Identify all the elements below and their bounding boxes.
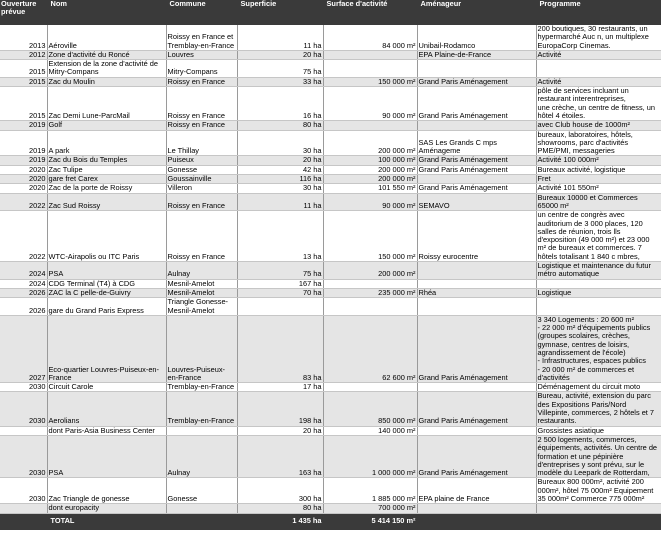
cell-program: Logistique xyxy=(536,288,661,297)
cell-year: 2024 xyxy=(0,279,47,288)
cell-area: 83 ha xyxy=(237,315,323,382)
cell-area: 33 ha xyxy=(237,77,323,86)
cell-activity xyxy=(323,383,417,392)
cell-activity: 84 000 m² xyxy=(323,25,417,51)
table-row xyxy=(0,60,661,78)
cell-name: Aéroville xyxy=(47,25,166,51)
cell-area: 17 ha xyxy=(237,383,323,392)
cell-name: Zac Demi Lune-ParcMail xyxy=(47,87,166,121)
cell-year: 2030 xyxy=(0,383,47,392)
table-row xyxy=(0,262,661,280)
cell-name: Zac Sud Roissy xyxy=(47,193,166,211)
cell-area: 30 ha xyxy=(237,130,323,156)
table-row xyxy=(0,298,661,316)
cell-developer: Grand Paris Aménagement xyxy=(417,165,536,174)
col-header-area[interactable]: Superficie xyxy=(237,0,323,25)
cell-commune: Villeron xyxy=(166,184,237,193)
table-row xyxy=(0,156,661,165)
cell-area xyxy=(237,298,323,316)
table-row xyxy=(0,426,661,435)
cell-commune: Mesnil-Amelot xyxy=(166,288,237,297)
cell-activity: 850 000 m² xyxy=(323,392,417,426)
cell-developer xyxy=(417,504,536,513)
cell-developer: Roissy eurocentre xyxy=(417,211,536,262)
cell-area: 11 ha xyxy=(237,25,323,51)
cell-developer: Rhéa xyxy=(417,288,536,297)
cell-program: Bureaux 10000 et Commerces 65000 m² xyxy=(536,193,661,211)
total-label: TOTAL xyxy=(47,513,166,529)
cell-program: Bureaux 800 000m², activité 200 000m², hôtel 75 000m² Equipement 35 000m² Commerce 775 000m² xyxy=(536,478,661,504)
cell-activity: 150 000 m² xyxy=(323,211,417,262)
cell-commune: Tremblay-en-France xyxy=(166,383,237,392)
cell-program xyxy=(536,298,661,316)
cell-developer: Grand Paris Aménagement xyxy=(417,392,536,426)
cell-year: 2022 xyxy=(0,193,47,211)
cell-year: 2030 xyxy=(0,435,47,477)
cell-commune: Louvres xyxy=(166,50,237,59)
cell-year: 2015 xyxy=(0,77,47,86)
cell-area: 20 ha xyxy=(237,426,323,435)
cell-area: 70 ha xyxy=(237,288,323,297)
table-row xyxy=(0,392,661,426)
cell-year xyxy=(0,426,47,435)
cell-program xyxy=(536,504,661,513)
cell-year: 2020 xyxy=(0,175,47,184)
cell-name: PSA xyxy=(47,435,166,477)
table-row xyxy=(0,211,661,262)
col-header-commune[interactable]: Commune xyxy=(166,0,237,25)
cell-name: Aerolians xyxy=(47,392,166,426)
cell-activity: 200 000 m² xyxy=(323,130,417,156)
cell-program: Fret xyxy=(536,175,661,184)
cell-developer: SAS Les Grands C mps Aménageme xyxy=(417,130,536,156)
header-row xyxy=(0,0,661,25)
cell-commune: Aulnay xyxy=(166,435,237,477)
col-header-name[interactable]: Nom xyxy=(47,0,166,25)
cell-activity xyxy=(323,279,417,288)
cell-commune: Roissy en France xyxy=(166,77,237,86)
cell-year: 2013 xyxy=(0,25,47,51)
cell-name: Extension de la zone d'activité de Mitry-Compans xyxy=(47,60,166,78)
cell-name: A park xyxy=(47,130,166,156)
col-header-year[interactable]: Ouverture prévue xyxy=(0,0,47,25)
cell-area: 75 ha xyxy=(237,262,323,280)
cell-area: 198 ha xyxy=(237,392,323,426)
cell-year: 2030 xyxy=(0,478,47,504)
table-row xyxy=(0,77,661,86)
cell-name: gare du Grand Paris Express xyxy=(47,298,166,316)
cell-commune: Roissy en France xyxy=(166,193,237,211)
table-body xyxy=(0,25,661,514)
cell-developer: Grand Paris Aménagement xyxy=(417,184,536,193)
cell-activity: 62 600 m² xyxy=(323,315,417,382)
cell-program: 2 500 logements, commerces, équipements, activités. Un centre de formation et une pépinière d'entreprises y sont prévu, sur le modèle du Leepark de Rotterdam, xyxy=(536,435,661,477)
table-row xyxy=(0,279,661,288)
cell-activity xyxy=(323,60,417,78)
table-row xyxy=(0,504,661,513)
table-row xyxy=(0,315,661,382)
cell-program xyxy=(536,279,661,288)
table-row xyxy=(0,130,661,156)
cell-commune: Mitry-Compans xyxy=(166,60,237,78)
cell-commune: Puiseux xyxy=(166,156,237,165)
cell-activity xyxy=(323,298,417,316)
table-row xyxy=(0,175,661,184)
cell-program: Logistique et maintenance du futur métro automatique xyxy=(536,262,661,280)
cell-area: 30 ha xyxy=(237,184,323,193)
cell-activity xyxy=(323,50,417,59)
cell-commune: Aulnay xyxy=(166,262,237,280)
cell-developer: EPA plaine de France xyxy=(417,478,536,504)
cell-name: Zac du Bois du Temples xyxy=(47,156,166,165)
cell-name: Zac de la porte de Roissy xyxy=(47,184,166,193)
cell-year: 2019 xyxy=(0,121,47,130)
cell-developer xyxy=(417,426,536,435)
cell-area: 13 ha xyxy=(237,211,323,262)
cell-name: gare fret Carex xyxy=(47,175,166,184)
cell-commune: Roissy en France xyxy=(166,121,237,130)
cell-developer: Grand Paris Aménagement xyxy=(417,315,536,382)
cell-year: 2015 xyxy=(0,60,47,78)
cell-program: Activité 100 000m² xyxy=(536,156,661,165)
cell-name: PSA xyxy=(47,262,166,280)
cell-developer: Grand Paris Aménagement xyxy=(417,87,536,121)
cell-program: pôle de services incluant un restaurant interentreprises, une crèche, un centre de fitness, un hôtel 4 étoiles. xyxy=(536,87,661,121)
cell-year: 2026 xyxy=(0,298,47,316)
cell-developer: Grand Paris Aménagement xyxy=(417,435,536,477)
cell-activity: 90 000 m² xyxy=(323,193,417,211)
cell-commune: Roissy en France et Tremblay-en-France xyxy=(166,25,237,51)
cell-activity: 140 000 m² xyxy=(323,426,417,435)
table-row xyxy=(0,288,661,297)
table-row xyxy=(0,50,661,59)
cell-commune: Goussainville xyxy=(166,175,237,184)
total-row xyxy=(0,513,661,529)
cell-developer: Grand Paris Aménagement xyxy=(417,156,536,165)
table-row xyxy=(0,121,661,130)
table-row xyxy=(0,193,661,211)
cell-name: Golf xyxy=(47,121,166,130)
cell-program: Activité xyxy=(536,50,661,59)
cell-commune: Roissy en France xyxy=(166,211,237,262)
cell-area: 16 ha xyxy=(237,87,323,121)
cell-area: 167 ha xyxy=(237,279,323,288)
cell-commune: Triangle Gonesse-Mesnil-Amelot xyxy=(166,298,237,316)
cell-developer: Unibail-Rodamco xyxy=(417,25,536,51)
cell-year: 2022 xyxy=(0,211,47,262)
cell-name: dont Paris-Asia Business Center xyxy=(47,426,166,435)
cell-area: 20 ha xyxy=(237,156,323,165)
cell-area: 300 ha xyxy=(237,478,323,504)
cell-commune xyxy=(166,504,237,513)
cell-year: 2030 xyxy=(0,392,47,426)
cell-activity: 1 000 000 m² xyxy=(323,435,417,477)
cell-name: Zac Triangle de gonesse xyxy=(47,478,166,504)
cell-year: 2020 xyxy=(0,184,47,193)
cell-commune: Tremblay-en-France xyxy=(166,392,237,426)
cell-program: Déménagement du circuit moto xyxy=(536,383,661,392)
cell-activity: 700 000 m² xyxy=(323,504,417,513)
cell-developer xyxy=(417,279,536,288)
cell-developer xyxy=(417,298,536,316)
cell-program: Activité xyxy=(536,77,661,86)
cell-commune: Le Thillay xyxy=(166,130,237,156)
cell-name: dont europacity xyxy=(47,504,166,513)
cell-area: 163 ha xyxy=(237,435,323,477)
cell-commune: Gonesse xyxy=(166,165,237,174)
cell-developer xyxy=(417,175,536,184)
cell-developer: Grand Paris Aménagement xyxy=(417,77,536,86)
cell-year xyxy=(0,504,47,513)
cell-year: 2024 xyxy=(0,262,47,280)
cell-developer xyxy=(417,121,536,130)
cell-program: bureaux, laboratoires, hôtels, showrooms, parc d'activités PME/PMI, messageries xyxy=(536,130,661,156)
cell-program: un centre de congrès avec auditorium de 3 000 places, 120 salles de réunion, trois lls d'exposition (49 000 m²) et 23 000 m² de bureaux et commerces. 7 hôtels totalisant 1 840 c mbres, xyxy=(536,211,661,262)
cell-program: Bureaux activité, logistique xyxy=(536,165,661,174)
cell-activity: 100 000 m² xyxy=(323,156,417,165)
cell-activity: 101 550 m² xyxy=(323,184,417,193)
cell-commune: Roissy en France xyxy=(166,87,237,121)
cell-year: 2019 xyxy=(0,130,47,156)
cell-program: 3 340 Logements : 20 600 m² - 22 000 m² d'équipements publics (groupes scolaires, crèches, gymnase, centres de loisirs, agrandissement de l'école) - Infrastructures, espaces publics - 20 000 m² de commerces et d'activités xyxy=(536,315,661,382)
cell-area: 80 ha xyxy=(237,121,323,130)
cell-developer xyxy=(417,383,536,392)
cell-program: Activité 101 550m² xyxy=(536,184,661,193)
cell-developer: SEMAVO xyxy=(417,193,536,211)
total-activity: 5 414 150 m² xyxy=(323,513,417,529)
cell-area: 42 ha xyxy=(237,165,323,174)
cell-year: 2027 xyxy=(0,315,47,382)
cell-name: Zac Tulipe xyxy=(47,165,166,174)
cell-commune: Mesnil-Amelot xyxy=(166,279,237,288)
table-row xyxy=(0,87,661,121)
cell-area: 20 ha xyxy=(237,50,323,59)
cell-year: 2015 xyxy=(0,87,47,121)
cell-program xyxy=(536,60,661,78)
cell-activity: 200 000 m² xyxy=(323,175,417,184)
cell-activity: 1 885 000 m² xyxy=(323,478,417,504)
cell-name: WTC-Airapolis ou ITC Paris xyxy=(47,211,166,262)
table-row xyxy=(0,184,661,193)
table-row xyxy=(0,165,661,174)
total-area: 1 435 ha xyxy=(237,513,323,529)
cell-program: Grossistes asiatique xyxy=(536,426,661,435)
cell-name: Zone d'activité du Roncé xyxy=(47,50,166,59)
cell-name: Zac du Moulin xyxy=(47,77,166,86)
cell-area: 75 ha xyxy=(237,60,323,78)
cell-commune xyxy=(166,426,237,435)
cell-year: 2019 xyxy=(0,156,47,165)
cell-year: 2026 xyxy=(0,288,47,297)
cell-activity: 200 000 m² xyxy=(323,262,417,280)
cell-commune: Louvres-Puiseux-en-France xyxy=(166,315,237,382)
cell-name: CDG Terminal (T4) à CDG xyxy=(47,279,166,288)
cell-year: 2012 xyxy=(0,50,47,59)
cell-year: 2020 xyxy=(0,165,47,174)
cell-activity: 90 000 m² xyxy=(323,87,417,121)
cell-developer xyxy=(417,60,536,78)
cell-name: Eco-quartier Louvres-Puiseux-en-France xyxy=(47,315,166,382)
cell-developer: EPA Plaine-de-France xyxy=(417,50,536,59)
cell-activity xyxy=(323,121,417,130)
cell-area: 116 ha xyxy=(237,175,323,184)
cell-commune: Gonesse xyxy=(166,478,237,504)
cell-program: avec Club house de 1000m² xyxy=(536,121,661,130)
table-row xyxy=(0,25,661,51)
cell-activity: 150 000 m² xyxy=(323,77,417,86)
col-header-activity[interactable]: Surface d'activité xyxy=(323,0,417,25)
table-row xyxy=(0,478,661,504)
cell-program: 200 boutiques, 30 restaurants, un hypermarché Auc n, un multiplexe EuropaCorp Cinemas. xyxy=(536,25,661,51)
cell-developer xyxy=(417,262,536,280)
cell-area: 11 ha xyxy=(237,193,323,211)
col-header-program[interactable]: Programme xyxy=(536,0,661,25)
col-header-developer[interactable]: Aménageur xyxy=(417,0,536,25)
table-row xyxy=(0,435,661,477)
cell-activity: 200 000 m² xyxy=(323,165,417,174)
table-row xyxy=(0,383,661,392)
cell-area: 80 ha xyxy=(237,504,323,513)
cell-program: Bureau, activité, extension du parc des Expositions Paris/Nord Villepinte, commerces, 2 hôtels et 7 restaurants. xyxy=(536,392,661,426)
cell-activity: 235 000 m² xyxy=(323,288,417,297)
cell-name: Circuit Carole xyxy=(47,383,166,392)
cell-name: ZAC la C pelle-de-Guivry xyxy=(47,288,166,297)
